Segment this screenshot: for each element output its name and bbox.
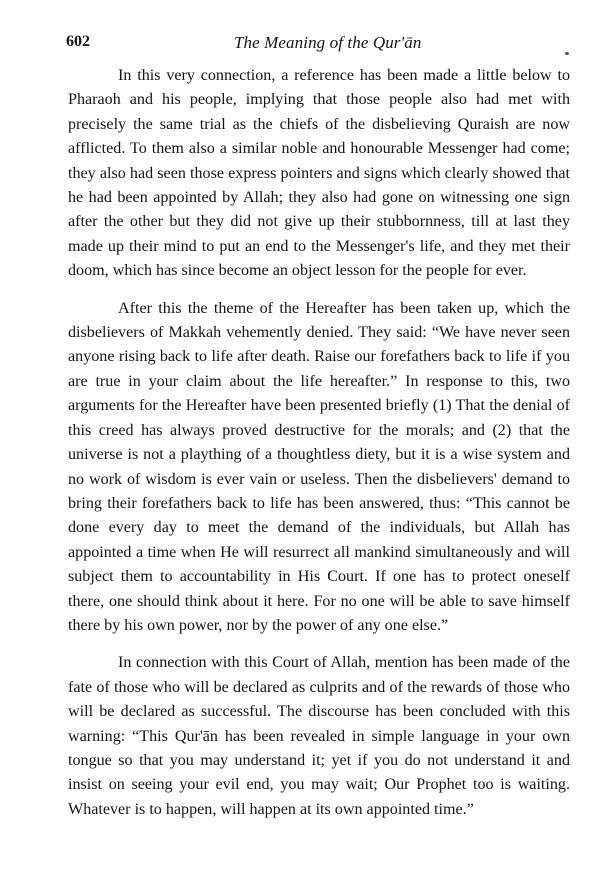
page-header	[66, 33, 576, 55]
body-text	[68, 64, 570, 838]
page-number: 602	[66, 33, 90, 50]
scan-speck	[565, 52, 569, 55]
paragraph-3: In connection with this Court of Allah, mention has been made of the fate of those who will be declared as culprits and of the rewards of those who will be declared as successful. The discourse has been concluded with this warning: “This Qur'ān has been revealed in simple language in your own tongue so that you may understand it; yet if you do not understand it and insist on seeing your evil end, you may wait; Our Prophet too is waiting. Whatever is to happen, will happen at its own appointed time.”	[68, 654, 570, 818]
paragraph-2: After this the theme of the Hereafter has been taken up, which the disbelievers of Makkah vehemently denied. They said: “We have never seen anyone rising back to life after death. Raise our forefathers back to life if you are true in your claim about the life hereafter.” In response to this, two arguments for the Hereafter have been presented briefly (1) That the denial of this creed has always proved destructive for the morals; and (2) that the universe is not a plaything of a thoughtless diety, but it is a wise system and no work of wisdom is ever vain or useless. Then the disbelievers' demand to bring their forefathers back to life has been answered, thus: “This cannot be done every day to meet the demand of the individuals, but Allah has appointed a time when He will resurrect all mankind simultaneously and will subject them to accountability in His Court. If one has to protect oneself there, one should think about it here. For no one will be able to save himself there by his own power, nor by the power of any one else.”	[68, 299, 570, 634]
paragraph-1: In this very connection, a reference has been made a little below to Pharaoh and his people, implying that those people also had met with precisely the same trial as the chiefs of the disbelieving Quraish are now afflicted. To them also a similar noble and honourable Messenger had come; they also had seen those express pointers and signs which clearly showed that he had been appointed by Allah; they also had gone on witnessing one sign after the other but they did not give up their stubbornness, till at last they made up their mind to put an end to the Messenger's life, and they met their doom, which has since become an object lesson for the people for ever.	[68, 67, 570, 280]
running-head: The Meaning of the Qur'ān	[234, 33, 422, 52]
